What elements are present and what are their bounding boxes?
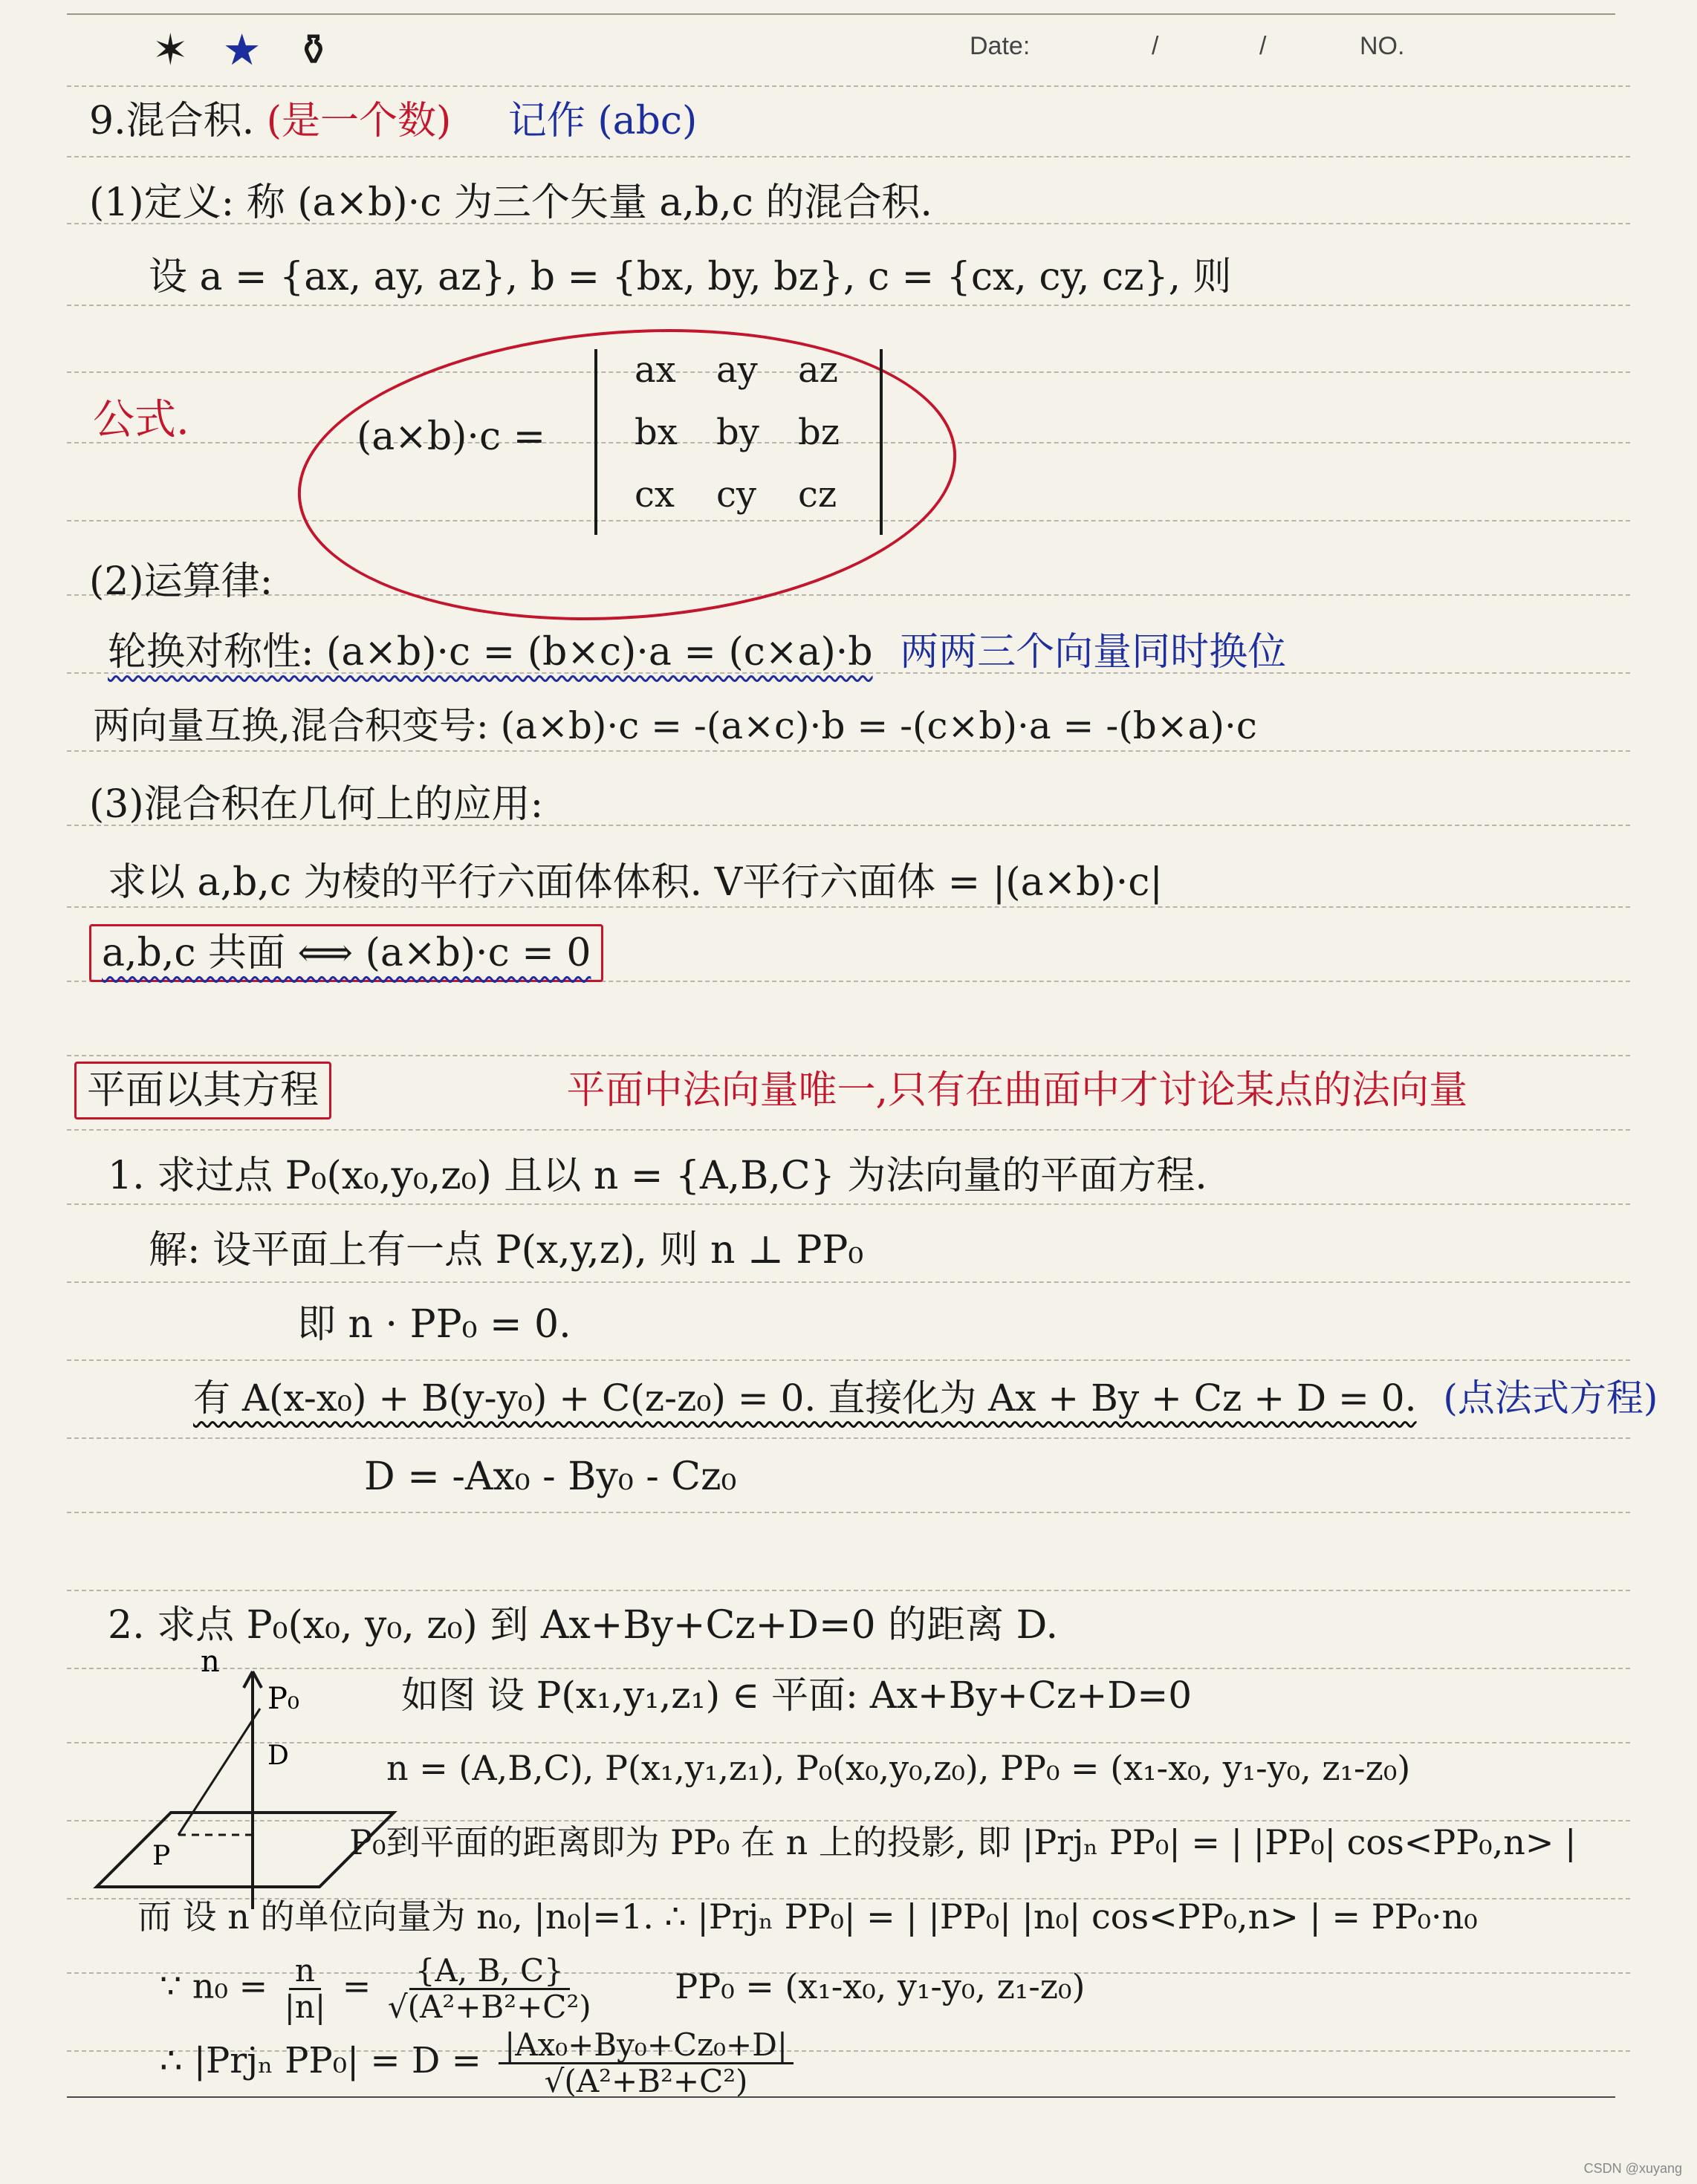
sketch-label-p0: P₀ [267,1682,299,1716]
formula-lhs: (a×b)·c = [357,415,546,459]
definition-line [89,182,932,224]
plane-sketch [82,1642,401,1909]
heading-number: 9.混合积. [89,99,255,143]
det-cell: ax [635,349,676,391]
problem1-solution: 解: 设平面上有一点 P(x,y,z), 则 n ⊥ PP₀ [149,1228,864,1273]
distance-fraction [499,2028,794,2099]
sketch-label-p: P [152,1841,171,1871]
swap-rule: 两向量互换,混合积变号: (a×b)·c = -(a×c)·b = -(c×b)·a = -(b×a)·c [93,704,1257,747]
watermark: CSDN @xuyang [1583,2161,1682,2176]
equals-sign: = [342,1966,371,2006]
fraction-denominator: √(A²+B²+C²) [387,1989,591,2026]
top-border [67,13,1615,15]
det-cell: cy [716,474,756,516]
rotation-rule-line [108,631,1286,674]
plane-title: 平面以其方程 [74,1062,331,1119]
problem1-equation: 有 A(x-x₀) + B(y-y₀) + C(z-z₀) = 0. 直接化为 Ax + By + Cz + D = 0. [193,1377,1417,1420]
triangle-doodle-icon: ✶ [152,25,189,75]
volume-line: 求以 a,b,c 为棱的平行六面体体积. V平行六面体 = |(a×b)·c| [108,860,1163,905]
date-slash-2: / [1259,32,1267,60]
heading-notation: 记作 (abc) [507,99,698,143]
problem1-ie: 即 n · PP₀ = 0. [297,1302,571,1347]
date-slash-1: / [1152,32,1159,60]
bottom-border [67,2096,1615,2098]
det-cell: cz [798,474,837,516]
sketch-label-n: n [201,1645,220,1679]
mixed-product-heading [89,100,697,143]
geometry-label: (3)混合积在几何上的应用: [89,782,544,827]
det-cell: bz [798,412,840,453]
heading-note: (是一个数) [266,99,452,143]
coplanar-line [89,932,603,975]
definition-text: 称 (a×b)·c 为三个矢量 a,b,c 的混合积. [246,181,932,225]
problem1-have-line [193,1378,1658,1419]
problem2-because-line [160,1954,1085,2024]
fraction-denominator: √(A²+B²+C²) [544,2063,748,2100]
determinant-grid [635,349,880,516]
rules-label: (2)运算律: [89,559,273,604]
header-doodles [152,25,331,75]
problem2-projection: P₀到平面的距离即为 PP₀ 在 n 上的投影, 即 |Prjₙ PP₀| = | |PP₀| cos<PP₀,n> | [349,1822,1577,1862]
problem2-vectors: n = (A,B,C), P(x₁,y₁,z₁), P₀(x₀,y₀,z₀), PP₀ = (x₁-x₀, y₁-y₀, z₁-z₀) [386,1748,1411,1788]
star-doodle-icon: ★ [222,25,262,75]
components-fraction [388,1954,591,2024]
page-header [0,19,1697,85]
det-cell: cx [635,474,675,516]
fraction-denominator: |n| [284,1989,326,2026]
date-label: Date: [970,32,1031,60]
rotation-rule-note: 两两三个向量同时换位 [900,630,1287,675]
problem2-setup: 如图 设 P(x₁,y₁,z₁) ∈ 平面: Ax+By+Cz+D=0 [401,1674,1193,1717]
jar-doodle-icon: ⚱ [295,25,332,75]
unit-vector-fraction [285,1954,325,2024]
plane-title-note: 平面中法向量唯一,只有在曲面中才讨论某点的法向量 [566,1068,1468,1113]
det-cell: by [716,412,759,453]
det-cell: bx [635,412,678,453]
formula-label: 公式. [93,396,189,444]
det-cell: az [798,349,838,391]
pp0-components: PP₀ = (x₁-x₀, y₁-y₀, z₁-z₀) [675,1966,1086,2006]
problem2-question: 2. 求点 P₀(x₀, y₀, z₀) 到 Ax+By+Cz+D=0 的距离 D. [108,1603,1059,1648]
rotation-rule: 轮换对称性: (a×b)·c = (b×c)·a = (c×a)·b [108,630,873,675]
therefore-label: ∴ |Prjₙ PP₀| = D = [160,2040,481,2082]
plane-title-line [74,1070,1467,1112]
coplanar-condition: a,b,c 共面 ⟺ (a×b)·c = 0 [89,924,603,982]
fraction-numerator: n [289,1954,321,1990]
fraction-numerator: {A, B, C} [409,1954,570,1990]
p-to-p0-line [178,1709,260,1835]
problem2-unit-vector: 而 设 n 的单位向量为 n₀, |n₀|=1. ∴ |Prjₙ PP₀| = | |PP₀| |n₀| cos<PP₀,n> | = PP₀·n₀ [137,1897,1478,1937]
point-normal-form-note: (点法式方程) [1443,1377,1658,1420]
det-cell: ay [716,349,758,391]
number-label: NO. [1360,32,1405,60]
fraction-numerator: |Ax₀+By₀+Cz₀+D| [499,2028,794,2064]
determinant [594,349,883,535]
because-label: ∵ n₀ = [160,1966,268,2006]
sketch-label-d: D [267,1741,289,1771]
problem1-question: 1. 求过点 P₀(x₀,y₀,z₀) 且以 n = {A,B,C} 为法向量的平面方程. [108,1154,1207,1198]
problem1-d: D = -Ax₀ - By₀ - Cz₀ [364,1455,737,1499]
problem2-result-line [160,2028,799,2099]
set-vectors-line: 设 a = {ax, ay, az}, b = {bx, by, bz}, c = {cx, cy, cz}, 则 [149,255,1232,299]
definition-label: (1)定义: [89,181,235,225]
